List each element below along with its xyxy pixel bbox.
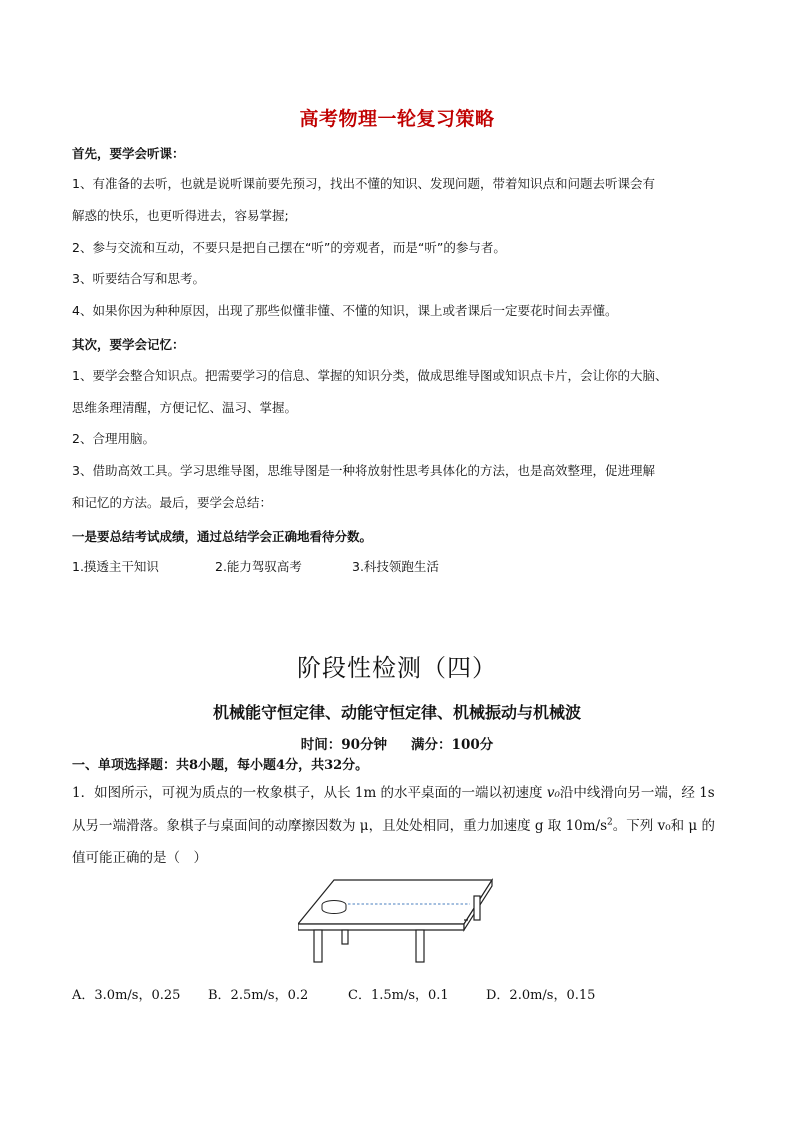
summary-heading: 一是要总结考试成绩，通过总结学会正确地看待分数。 <box>72 529 373 544</box>
second-item-3a: 3、借助高效工具。学习思维导图，思维导图是一种将放射性思考具体化的方法，也是高效整理，促进理解 <box>72 463 655 478</box>
first-heading: 首先，要学会听课： <box>72 146 185 161</box>
second-item-2: 2、合理用脑。 <box>72 431 155 446</box>
tag-2: 2.能力驾驭高考 <box>215 559 302 574</box>
q1-v0: v₀ <box>546 785 560 801</box>
q1-line-3: 值可能正确的是（ ） <box>72 850 207 866</box>
exam-time-line <box>0 733 794 753</box>
table-leg-front-left <box>314 930 322 962</box>
choice-b: B．2.5m/s，0.2 <box>208 988 309 1003</box>
exam-time: 时间：90分钟 <box>300 737 388 753</box>
q1-line-1-text-b: 沿中线滑向另一端，经 1s <box>559 785 715 801</box>
strategy-title: 高考物理一轮复习策略 <box>299 108 495 130</box>
table-figure <box>298 872 498 968</box>
second-heading: 其次，要学会记忆： <box>72 337 185 352</box>
choice-a: A．3.0m/s，0.25 <box>72 988 181 1003</box>
first-item-2: 2、参与交流和互动，不要只是把自己摆在“听”的旁观者，而是“听”的参与者。 <box>72 240 506 255</box>
q1-line-2-text-a: 从另一端滑落。象棋子与桌面间的动摩擦因数为 μ，且处处相同，重力加速度 g 取 10m/s <box>72 818 608 834</box>
q1-line-1-text-a: 1．如图所示，可视为质点的一枚象棋子，从长 1m 的水平桌面的一端以初速度 <box>72 785 547 801</box>
table-leg-back-left <box>342 930 348 944</box>
exam-title: 阶段性检测（四） <box>297 654 497 682</box>
first-item-1a: 1、有准备的去听，也就是说听课前要先预习，找出不懂的知识、发现问题，带着知识点和问题去听课会有 <box>72 176 655 191</box>
first-item-1b: 解惑的快乐，也更听得进去，容易掌握; <box>72 208 289 223</box>
q1-line-2-text-b: 。下列 v₀和 μ 的 <box>612 818 715 834</box>
second-item-3b: 和记忆的方法。最后，要学会总结： <box>72 495 273 510</box>
second-item-1a: 1、要学会整合知识点。把需要学习的信息、掌握的知识分类，做成思维导图或知识点卡片，会让你的大脑、 <box>72 368 668 383</box>
tag-1: 1.摸透主干知识 <box>72 559 159 574</box>
tag-3: 3.科技领跑生活 <box>352 559 439 574</box>
choice-d: D．2.0m/s，0.15 <box>486 988 596 1003</box>
q1-line-1 <box>72 781 715 801</box>
first-item-3: 3、听要结合写和思考。 <box>72 271 205 286</box>
q1-line-2 <box>72 814 715 834</box>
table-diagram <box>298 872 498 964</box>
choice-c: C．1.5m/s，0.1 <box>348 988 449 1003</box>
chess-piece-side <box>322 905 346 914</box>
q1-sup: 2 <box>607 817 613 828</box>
table-leg-back-right <box>474 896 480 920</box>
second-item-1b: 思维条理清醒，方便记忆、温习、掌握。 <box>72 400 298 415</box>
first-item-4: 4、如果你因为种种原因，出现了那些似懂非懂、不懂的知识，课上或者课后一定要花时间去弄懂。 <box>72 303 618 318</box>
table-leg-front-right <box>416 930 424 962</box>
exam-score: 满分：100分 <box>411 737 494 753</box>
exam-subtitle: 机械能守恒定律、动能守恒定律、机械振动与机械波 <box>212 703 581 722</box>
table-front-edge <box>298 924 464 930</box>
section-heading: 一、单项选择题：共8小题，每小题4分，共32分。 <box>72 758 369 773</box>
